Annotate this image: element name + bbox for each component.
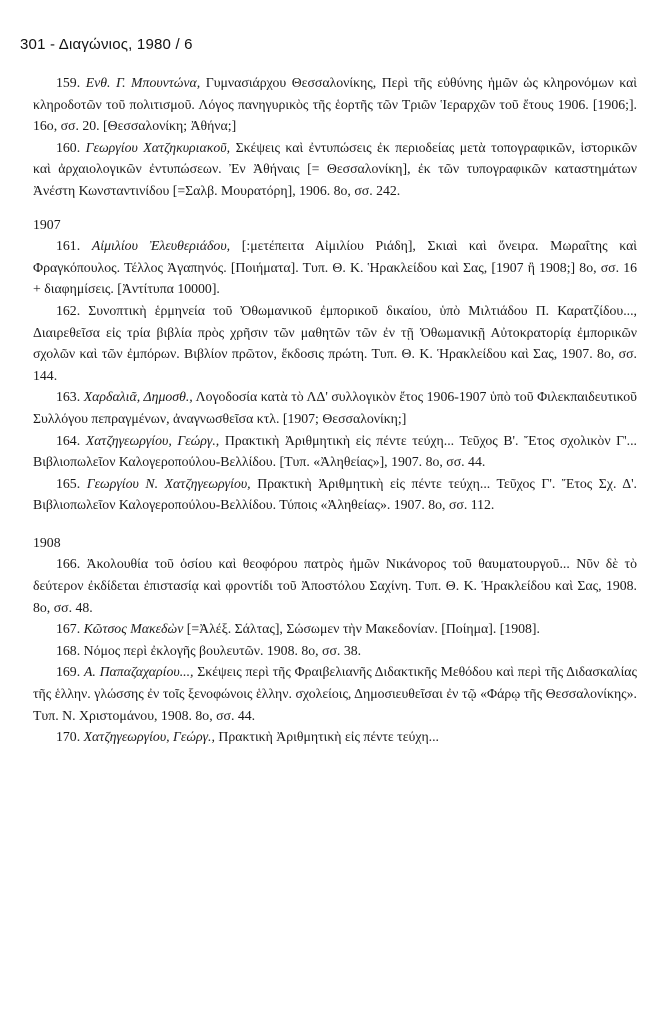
- bibliography-content: [33, 72, 637, 748]
- entry-number: 162.: [56, 302, 81, 318]
- entry-author: Χαρδαλιᾶ, Δημοσθ.,: [83, 389, 193, 405]
- entry-number: 160.: [56, 139, 81, 155]
- entry-text: Πρακτικὴ Ἀριθμητικὴ εἰς πέντε τεύχη...: [218, 729, 440, 745]
- bibliography-entry: [33, 137, 637, 202]
- entry-text: Ἀκολουθία τοῦ ὁσίου καὶ θεοφόρου πατρὸς ἡμῶν Νικάνορος τοῦ θαυματουργοῦ... Νῦν δὲ τὸ δεύτερον ἐκδίδεται ἐπιστασίᾳ καὶ φροντίδι τοῦ Ἀποστόλου Σαχίνη. Τυπ. Θ. Κ. Ἡρακλείδου καὶ Σας, 1908. 8ο, σσ. 48.: [33, 556, 637, 615]
- entry-author: Ενθ. Γ. Μπουντώνα,: [85, 75, 201, 90]
- entry-text: Σκέψεις καὶ ἐντυπώσεις ἐκ περιοδείας μετὰ τοπογραφικῶν, ἱστορικῶν καὶ ἀρχαιολογικῶν ἐντυπώσεων. Ἐν Ἀθήναις [= Θεσσαλονίκη], ἐκ τῶν τυπογραφικῶν καταστημάτων Ἀνέστη Κωνσταντινίδου [=Σαλβ. Μουρατόρη], 1906. 8ο, σσ. 242.: [33, 139, 638, 198]
- entry-number: 166.: [56, 556, 81, 572]
- entry-author: Κῶτσος Μακεδὼν: [83, 621, 184, 637]
- entry-text: Πρακτικὴ Ἀριθμητικὴ εἰς πέντε τεύχη... Τεῦχος Β'. Ἔτος σχολικὸν Γ'... Βιβλιοπωλεῖον Καλογεροπούλου-Βελλίδου. [Τυπ. «Ἀληθείας»], 1907. 8ο, σσ. 44.: [33, 432, 637, 470]
- entry-text: Γυμνασιάρχου Θεσσαλονίκης, Περὶ τῆς εὐθύνης ἡμῶν ὡς κληρονόμων καὶ κληροδοτῶν τοῦ πολιτισμοῦ. Λόγος πανηγυρικὸς τῆς ἑορτῆς τῶν Τριῶν Ἱεραρχῶν τοῦ ἔτους 1906. [1906;]. 16ο, σσ. 20. [Θεσσαλονίκη; Ἀθήνα;]: [33, 75, 638, 134]
- entry-number: 164.: [56, 432, 81, 448]
- bibliography-entry: [33, 430, 637, 473]
- bibliography-entry: [33, 618, 637, 640]
- bibliography-entry: [33, 640, 637, 662]
- entry-number: 169.: [56, 664, 81, 680]
- year-heading: 1908: [33, 534, 61, 550]
- entry-text: Λογοδοσία κατὰ τὸ ΛΔ' συλλογικὸν ἔτος 1906-1907 ὑπὸ τοῦ Φιλεκπαιδευτικοῦ Συλλόγου πεπραγμένων, ἀναγνωσθεῖσα κτλ. [1907; Θεσσαλονίκη;]: [33, 389, 637, 426]
- bibliography-entry: [33, 72, 637, 137]
- section-1906: [33, 72, 637, 202]
- bibliography-entry: [33, 300, 637, 386]
- year-heading: 1907: [33, 216, 61, 232]
- entry-number: 168.: [56, 642, 81, 658]
- bibliography-entry: [33, 553, 637, 618]
- bibliography-entry: [33, 386, 637, 429]
- bibliography-entry: [33, 661, 637, 726]
- entry-text: [:μετέπειτα Αἰμιλίου Ριάδη], Σκιαὶ καὶ ὄνειρα. Μωραΐτης καὶ Φραγκόπουλος. Τέλλος Ἀγαπηνός. [Ποιήματα]. Τυπ. Θ. Κ. Ἡρακλείδου καὶ Σας, [1907 ἢ 1908;] 8ο, σσ. 16 + διαφημίσεις. [Ἀντίτυπα 10000].: [33, 238, 638, 297]
- entry-number: 167.: [56, 621, 81, 637]
- entry-number: 159.: [56, 75, 81, 90]
- entry-author: Α. Παπαζαχαρίου...,: [83, 664, 194, 680]
- entry-text: Συνοπτικὴ ἑρμηνεία τοῦ Ὀθωμανικοῦ ἐμπορικοῦ δικαίου, ὑπὸ Μιλτιάδου Π. Καρατζίδου..., Διαιρεθεῖσα εἰς τρία βιβλία πρὸς χρῆσιν τῶν μαθητῶν τῶν ἐν τῇ Ὀθωμανικῇ Αὐτοκρατορίᾳ ἐμπορικῶν σχολῶν καὶ τῶν ἐμπόρων. Βιβλίον πρῶτον, ἔκδοσις πρώτη. Τυπ. Θ. Κ. Ἡρακλείδου καὶ Σας, 1907. 8ο, σσ. 144.: [33, 302, 637, 383]
- bibliography-entry: [33, 473, 637, 516]
- bibliography-entry: [33, 726, 637, 748]
- entry-number: 165.: [56, 475, 81, 491]
- entry-number: 170.: [56, 729, 81, 745]
- bibliography-entry: [33, 235, 637, 300]
- entry-author: Γεωργίου Χατζηκυριακοῦ,: [85, 139, 231, 155]
- section-1908: [33, 532, 637, 748]
- entry-number: 161.: [56, 238, 81, 254]
- entry-text: Σκέψεις περὶ τῆς Φραιβελιανῆς Διδακτικῆς Μεθόδου καὶ περὶ τῆς Διδασκαλίας τῆς ἑλλην. γλώσσης ἐν τοῖς ξενοφώνοις ἑλλην. σχολείοις, Δημοσιευθεῖσαι ἐν τῷ «Φάρῳ τῆς Θεσσαλονίκης». Τυπ. Ν. Χριστομάνου, 1908. 8ο, σσ. 44.: [33, 664, 638, 723]
- entry-number: 163.: [56, 389, 81, 405]
- entry-text: [=Ἀλέξ. Σάλτας], Σώσωμεν τὴν Μακεδονίαν. [Ποίημα]. [1908].: [186, 621, 540, 637]
- entry-author: Χατζηγεωργίου, Γεώργ.,: [85, 432, 220, 448]
- entry-text: Νόμος περὶ ἐκλογῆς βουλευτῶν. 1908. 8ο, σσ. 38.: [83, 642, 362, 658]
- entry-author: Αἰμιλίου Ἐλευθεριάδου,: [91, 238, 231, 254]
- entry-author: Χατζηγεωργίου, Γεώργ.,: [83, 729, 215, 745]
- page-header: 301 - Διαγώνιος, 1980 / 6: [20, 36, 193, 53]
- entry-author: Γεωργίου Ν. Χατζηγεωργίου,: [86, 475, 251, 491]
- section-1907: [33, 214, 637, 516]
- entry-text: Πρακτικὴ Ἀριθμητικὴ εἰς πέντε τεύχη... Τεῦχος Γ'. Ἔτος Σχ. Δ'. Βιβλιοπωλεῖον Καλογεροπούλου-Βελλίδου. Τύποις «Ἀληθείας». 1907. 8ο, σσ. 112.: [33, 475, 638, 513]
